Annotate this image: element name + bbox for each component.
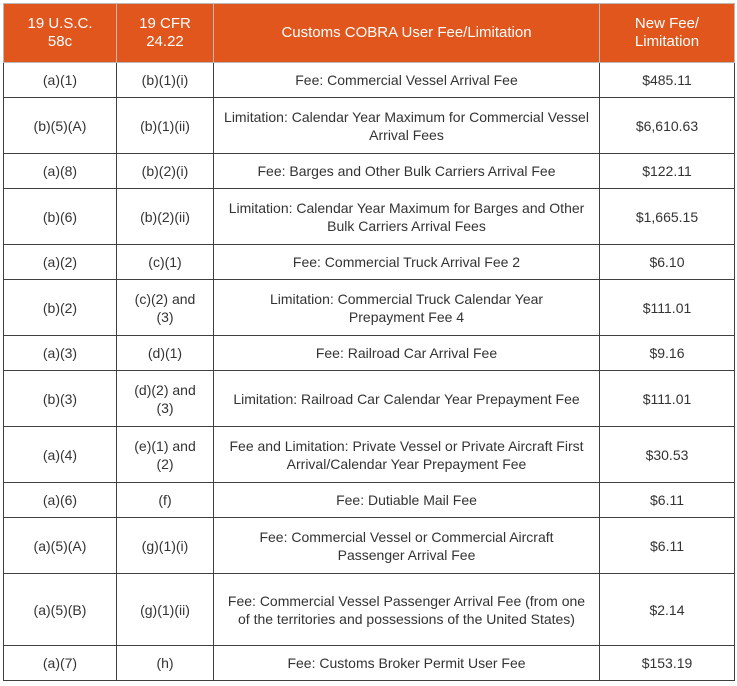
cfr-cell: (c)(2) and (3) <box>117 280 214 336</box>
header-new-fee: New Fee/ Limitation <box>600 4 735 63</box>
cobra-fee-table <box>3 3 735 681</box>
usc-cell: (b)(2) <box>4 280 117 336</box>
table-row <box>4 245 735 280</box>
description-cell: Limitation: Commercial Truck Calendar Year Prepayment Fee 4 <box>214 280 600 336</box>
usc-cell: (b)(6) <box>4 189 117 245</box>
table-row <box>4 371 735 427</box>
table-row <box>4 427 735 483</box>
usc-cell: (a)(2) <box>4 245 117 280</box>
fee-cell: $6.11 <box>600 483 735 518</box>
header-fee-limitation: Customs COBRA User Fee/Limitation <box>214 4 600 63</box>
description-cell: Fee: Commercial Truck Arrival Fee 2 <box>214 245 600 280</box>
description-cell: Fee and Limitation: Private Vessel or Private Aircraft First Arrival/Calendar Year Prepayment Fee <box>214 427 600 483</box>
cfr-cell: (g)(1)(ii) <box>117 574 214 646</box>
fee-cell: $153.19 <box>600 646 735 681</box>
cfr-cell: (g)(1)(i) <box>117 518 214 574</box>
usc-cell: (a)(6) <box>4 483 117 518</box>
fee-cell: $30.53 <box>600 427 735 483</box>
header-cfr: 19 CFR 24.22 <box>117 4 214 63</box>
header-row <box>4 4 735 63</box>
usc-cell: (a)(5)(A) <box>4 518 117 574</box>
fee-cell: $6,610.63 <box>600 98 735 154</box>
table-row <box>4 574 735 646</box>
table-row <box>4 336 735 371</box>
fee-cell: $122.11 <box>600 154 735 189</box>
fee-cell: $9.16 <box>600 336 735 371</box>
description-cell: Limitation: Railroad Car Calendar Year Prepayment Fee <box>214 371 600 427</box>
header-usc: 19 U.S.C. 58c <box>4 4 117 63</box>
description-cell: Fee: Commercial Vessel Passenger Arrival Fee (from one of the territories and possessions of the United States) <box>214 574 600 646</box>
description-cell: Limitation: Calendar Year Maximum for Barges and Other Bulk Carriers Arrival Fees <box>214 189 600 245</box>
usc-cell: (a)(7) <box>4 646 117 681</box>
fee-cell: $2.14 <box>600 574 735 646</box>
usc-cell: (a)(8) <box>4 154 117 189</box>
table-row <box>4 189 735 245</box>
cfr-cell: (b)(1)(ii) <box>117 98 214 154</box>
description-cell: Fee: Railroad Car Arrival Fee <box>214 336 600 371</box>
cfr-cell: (h) <box>117 646 214 681</box>
table-row <box>4 98 735 154</box>
description-cell: Fee: Customs Broker Permit User Fee <box>214 646 600 681</box>
usc-cell: (b)(5)(A) <box>4 98 117 154</box>
description-cell: Fee: Commercial Vessel or Commercial Aircraft Passenger Arrival Fee <box>214 518 600 574</box>
cfr-cell: (e)(1) and (2) <box>117 427 214 483</box>
table-row <box>4 63 735 98</box>
description-cell: Fee: Commercial Vessel Arrival Fee <box>214 63 600 98</box>
fee-cell: $485.11 <box>600 63 735 98</box>
fee-cell: $6.11 <box>600 518 735 574</box>
cfr-cell: (b)(2)(i) <box>117 154 214 189</box>
table-row <box>4 483 735 518</box>
cfr-cell: (d)(2) and (3) <box>117 371 214 427</box>
fee-cell: $6.10 <box>600 245 735 280</box>
cfr-cell: (c)(1) <box>117 245 214 280</box>
cfr-cell: (b)(2)(ii) <box>117 189 214 245</box>
cfr-cell: (f) <box>117 483 214 518</box>
usc-cell: (a)(5)(B) <box>4 574 117 646</box>
table-row <box>4 518 735 574</box>
table-row <box>4 280 735 336</box>
table-row <box>4 646 735 681</box>
fee-cell: $1,665.15 <box>600 189 735 245</box>
cfr-cell: (b)(1)(i) <box>117 63 214 98</box>
fee-cell: $111.01 <box>600 280 735 336</box>
cfr-cell: (d)(1) <box>117 336 214 371</box>
usc-cell: (a)(4) <box>4 427 117 483</box>
usc-cell: (a)(3) <box>4 336 117 371</box>
table-row <box>4 154 735 189</box>
fee-cell: $111.01 <box>600 371 735 427</box>
usc-cell: (b)(3) <box>4 371 117 427</box>
description-cell: Fee: Dutiable Mail Fee <box>214 483 600 518</box>
description-cell: Fee: Barges and Other Bulk Carriers Arrival Fee <box>214 154 600 189</box>
description-cell: Limitation: Calendar Year Maximum for Commercial Vessel Arrival Fees <box>214 98 600 154</box>
usc-cell: (a)(1) <box>4 63 117 98</box>
